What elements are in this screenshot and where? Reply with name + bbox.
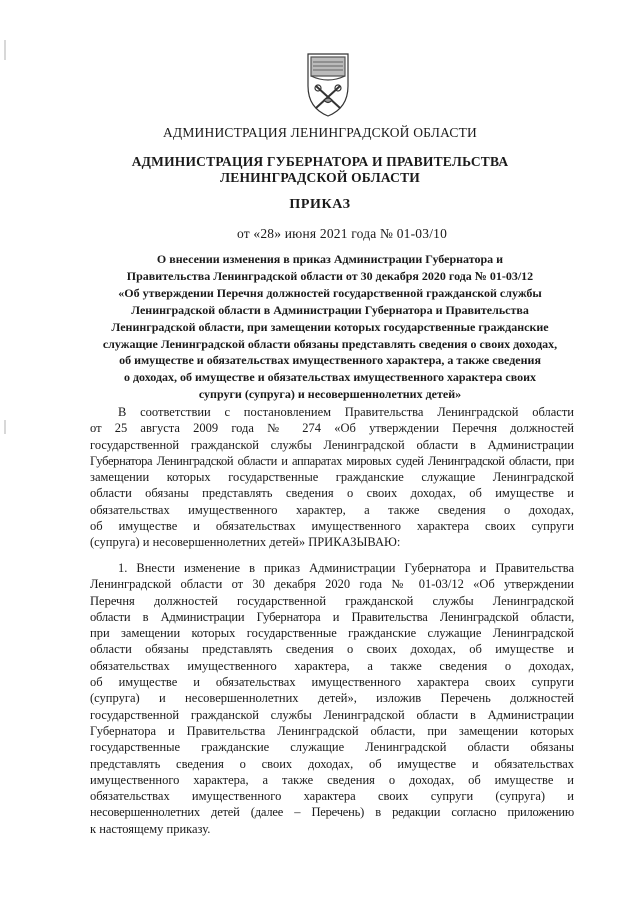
department-name <box>0 154 640 186</box>
paragraph-line: государственной гражданской службы Ленинградской области в Администрации <box>90 437 574 452</box>
paragraph-line: (супруга) и несовершеннолетних детей» ПРИКАЗЫВАЮ: <box>90 535 401 550</box>
subject-line: Ленинградской области, при замещении которых государственные гражданские <box>111 319 549 334</box>
document-subject <box>90 251 570 403</box>
paragraph-line: области обязаны представлять сведения о своих доходах, об имуществе и <box>90 486 574 501</box>
paragraph-line: государственной гражданской службы Ленинградской области в Администрации <box>90 707 574 722</box>
paragraph-line: к настоящему приказу. <box>90 821 211 836</box>
paragraph-line: обязательствах имущественного характера, а также сведения о доходах, <box>90 658 574 673</box>
paragraph-line: области обязаны представлять сведения о своих доходах, об имуществе и <box>90 642 574 657</box>
paragraph-line: имущественного характера, а также сведения о доходах, об имуществе и <box>90 772 574 787</box>
subject-line: об имуществе и обязательствах имущественного характера, а также сведения <box>119 353 541 368</box>
paragraph-line: от 25 августа 2009 года № 274 «Об утверждении Перечня должностей <box>90 421 574 436</box>
subject-line: Правительства Ленинградской области от 30 декабря 2020 года № 01-03/12 <box>126 268 534 283</box>
paragraph-line: государственные гражданские служащие Ленинградской области обязаны <box>90 740 574 755</box>
paragraph-line: замещении которых государственные гражданские служащие Ленинградской <box>90 470 574 485</box>
scan-artifact <box>4 40 6 60</box>
preamble-paragraph <box>90 404 574 551</box>
paragraph-line: представлять сведения о своих доходах, об имуществе и обязательствах <box>90 756 574 771</box>
paragraph-line: Губернатора Ленинградской области и аппаратах мировых судей Ленинградской области, при <box>90 453 574 468</box>
paragraph-line: области в Администрации Губернатора и Правительства Ленинградской области, <box>90 609 574 624</box>
paragraph-line: несовершеннолетних детей (далее – Перечень) в редакции согласно приложению <box>90 805 574 820</box>
subject-line: Ленинградской области в Администрации Губернатора и Правительства <box>131 302 529 317</box>
paragraph-line: В соответствии с постановлением Правительства Ленинградской области <box>118 405 574 419</box>
paragraph-line: при замещении которых государственные гражданские служащие Ленинградской <box>90 626 574 641</box>
paragraph-line: (супруга) и несовершеннолетних детей», изложив Перечень должностей <box>90 691 574 706</box>
paragraph-line: Перечня должностей государственной гражданской службы Ленинградской <box>90 593 574 608</box>
subject-line: О внесении изменения в приказ Администрации Губернатора и <box>156 252 504 266</box>
paragraph-line: об имуществе и обязательствах имущественного характера своих супруги <box>90 675 574 690</box>
paragraph-line: 1. Внести изменение в приказ Администрации Губернатора и Правительства <box>118 561 574 575</box>
subject-line: «Об утверждении Перечня должностей государственной гражданской службы <box>118 285 542 300</box>
paragraph-line: обязательствах имущественного характера своих супруги (супруга) и <box>90 789 574 804</box>
department-name-line: АДМИНИСТРАЦИЯ ГУБЕРНАТОРА И ПРАВИТЕЛЬСТВА <box>131 154 509 169</box>
department-name-line: ЛЕНИНГРАДСКОЙ ОБЛАСТИ <box>220 170 420 185</box>
paragraph-line: Ленинградской области от 30 декабря 2020 года № 01-03/12 «Об утверждении <box>90 577 574 592</box>
organization-name: АДМИНИСТРАЦИЯ ЛЕНИНГРАДСКОЙ ОБЛАСТИ <box>162 125 477 140</box>
paragraph-line: об имуществе и обязательствах имущественного характера своих супруги <box>90 519 574 534</box>
paragraph-line: Губернатора и Правительства Ленинградской области, при замещении которых <box>90 723 574 738</box>
coat-of-arms-icon <box>300 50 356 120</box>
document-type: ПРИКАЗ <box>289 197 351 212</box>
order-item-1 <box>90 560 574 837</box>
scan-artifact <box>4 420 6 434</box>
document-date-number: от «28» июня 2021 года № 01-03/10 <box>236 226 448 241</box>
subject-line: о доходах, об имуществе и обязательствах имущественного характера своих <box>123 370 537 385</box>
paragraph-line: обязательствах имущественного характер, а также сведения о доходах, <box>90 502 574 517</box>
subject-line: супруги (супруга) и несовершеннолетних детей» <box>198 387 462 402</box>
subject-line: служащие Ленинградской области обязаны представлять сведения о своих доходах, <box>102 336 558 351</box>
